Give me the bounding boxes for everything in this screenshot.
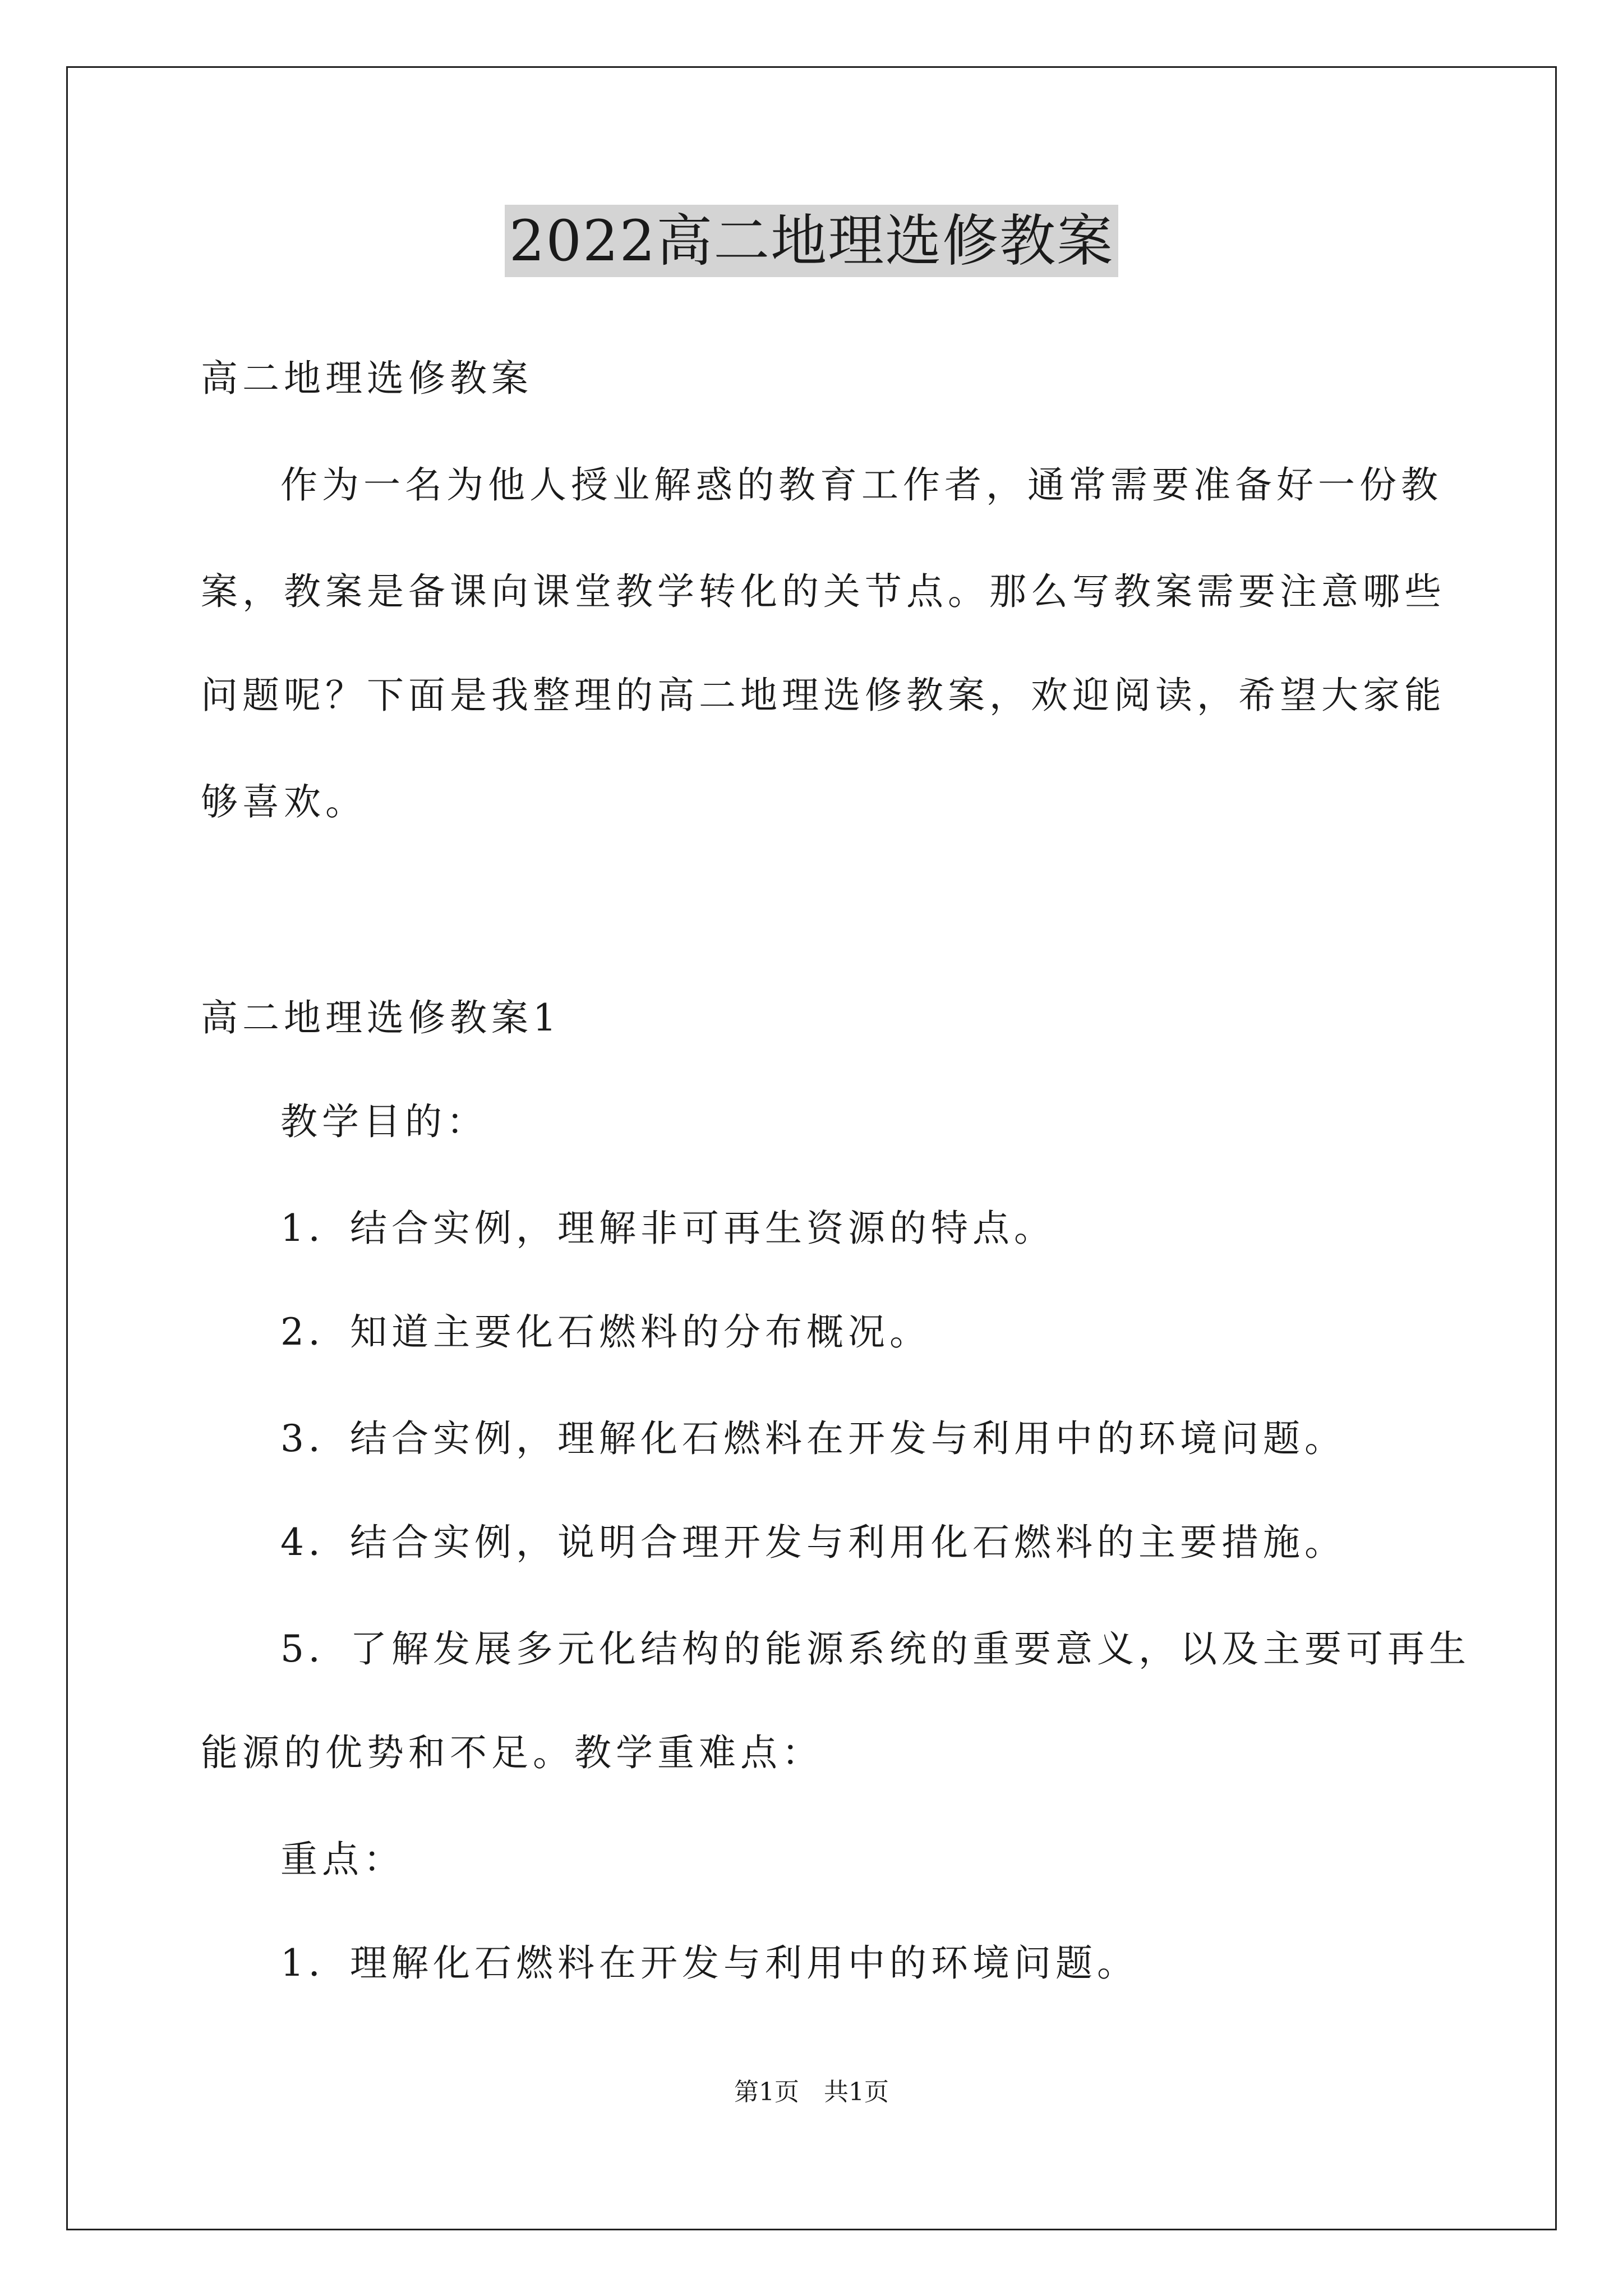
document-subtitle: 高二地理选修教案: [201, 357, 533, 400]
key-points-heading: 重点：: [280, 1838, 405, 1881]
objectives-heading: 教学目的：: [280, 1100, 488, 1143]
intro-line-3: 问题呢？下面是我整理的高二地理选修教案，欢迎阅读，希望大家能: [201, 674, 1446, 717]
objective-item-5-continuation: 能源的优势和不足。教学重难点：: [201, 1731, 823, 1774]
objective-item-1: 1．结合实例，理解非可再生资源的特点。: [280, 1207, 1055, 1250]
intro-line-1: 作为一名为他人授业解惑的教育工作者，通常需要准备好一份教: [280, 463, 1442, 507]
objective-item-3: 3．结合实例，理解化石燃料在开发与利用中的环境问题。: [280, 1417, 1346, 1460]
document-title-text: 2022高二地理选修教案: [505, 205, 1119, 277]
objective-item-2: 2．知道主要化石燃料的分布概况。: [280, 1310, 931, 1354]
intro-line-4: 够喜欢。: [201, 780, 367, 823]
intro-line-2: 案，教案是备课向课堂教学转化的关节点。那么写教案需要注意哪些: [201, 570, 1446, 613]
document-title: [0, 202, 1623, 280]
objective-item-4: 4．结合实例，说明合理开发与利用化石燃料的主要措施。: [280, 1521, 1346, 1564]
objective-item-5: 5．了解发展多元化结构的能源系统的重要意义，以及主要可再生: [280, 1627, 1470, 1671]
section-heading: 高二地理选修教案1: [201, 996, 561, 1039]
page-footer: 第1页 共1页: [734, 2078, 889, 2106]
key-point-item-1: 1．理解化石燃料在开发与利用中的环境问题。: [280, 1941, 1138, 1985]
